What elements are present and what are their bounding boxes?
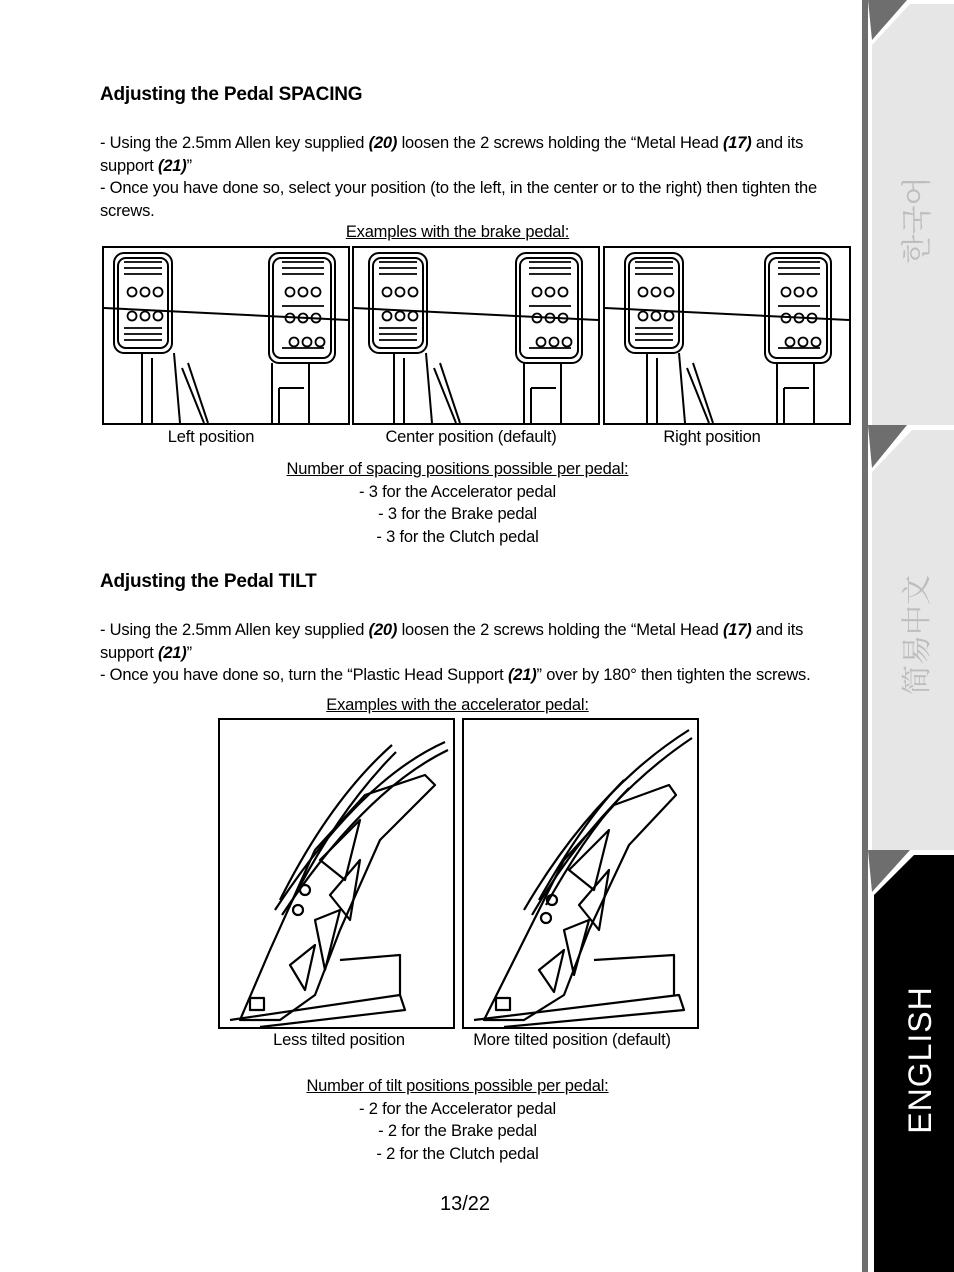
page-number: 13/22 — [440, 1193, 491, 1215]
label-right-position: Right position — [663, 428, 761, 446]
spacing-instruction-2: - Once you have done so, select your position (to the left, in the center or to the right) then tighten the screws. — [100, 179, 817, 220]
spacing-counts — [230, 458, 685, 548]
tab-korean[interactable]: 한국어 — [901, 176, 934, 264]
spacing-count-brake: - 3 for the Brake pedal — [378, 505, 537, 523]
tilt-count-heading: Number of tilt positions possible per pedal: — [306, 1077, 609, 1095]
section-title-spacing: Adjusting the Pedal SPACING — [100, 84, 363, 105]
spacing-count-heading: Number of spacing positions possible per pedal: — [286, 460, 629, 478]
tilt-instruction-2: - Once you have done so, turn the “Plastic Head Support (21)” over by 180° then tighten the screws. — [100, 666, 811, 684]
tilt-count-accelerator: - 2 for the Accelerator pedal — [359, 1099, 556, 1118]
tilt-counts — [230, 1075, 685, 1165]
accelerator-more-tilted-drawing — [464, 720, 697, 1027]
accelerator-examples-caption: Examples with the accelerator pedal: — [326, 696, 589, 714]
tab-chinese[interactable]: 简易中文 — [901, 575, 934, 695]
brake-pedal-right-drawing — [605, 248, 849, 423]
tab-english[interactable]: ENGLISH — [902, 986, 938, 1134]
language-tab-strip — [862, 0, 954, 1272]
brake-examples-caption: Examples with the brake pedal: — [345, 223, 570, 241]
spacing-count-accelerator: - 3 for the Accelerator pedal — [359, 482, 556, 501]
label-left-position: Left position — [167, 428, 255, 446]
spacing-instruction-1: - Using the 2.5mm Allen key supplied (20) loosen the 2 screws holding the “Metal Head (17) and its support (21)” — [100, 134, 804, 175]
brake-pedal-right-image — [603, 246, 851, 425]
brake-pedal-center-image — [352, 246, 600, 425]
section-title-tilt: Adjusting the Pedal TILT — [100, 571, 317, 592]
brake-pedal-left-image — [102, 246, 350, 425]
accelerator-less-tilted-drawing — [220, 720, 453, 1027]
label-center-position: Center position (default) — [385, 428, 557, 446]
tilt-instruction-1: - Using the 2.5mm Allen key supplied (20) loosen the 2 screws holding the “Metal Head (17) and its support (21)” — [100, 621, 804, 662]
brake-pedal-center-drawing — [354, 248, 598, 423]
accelerator-more-tilted-image — [462, 718, 699, 1029]
tilt-count-brake: - 2 for the Brake pedal — [378, 1122, 537, 1140]
label-less-tilted: Less tilted position — [273, 1031, 405, 1049]
label-more-tilted: More tilted position (default) — [473, 1031, 671, 1049]
brake-pedal-left-drawing — [104, 248, 348, 423]
accelerator-less-tilted-image — [218, 718, 455, 1029]
tilt-count-clutch: - 2 for the Clutch pedal — [376, 1144, 539, 1163]
spacing-count-clutch: - 3 for the Clutch pedal — [376, 527, 539, 546]
